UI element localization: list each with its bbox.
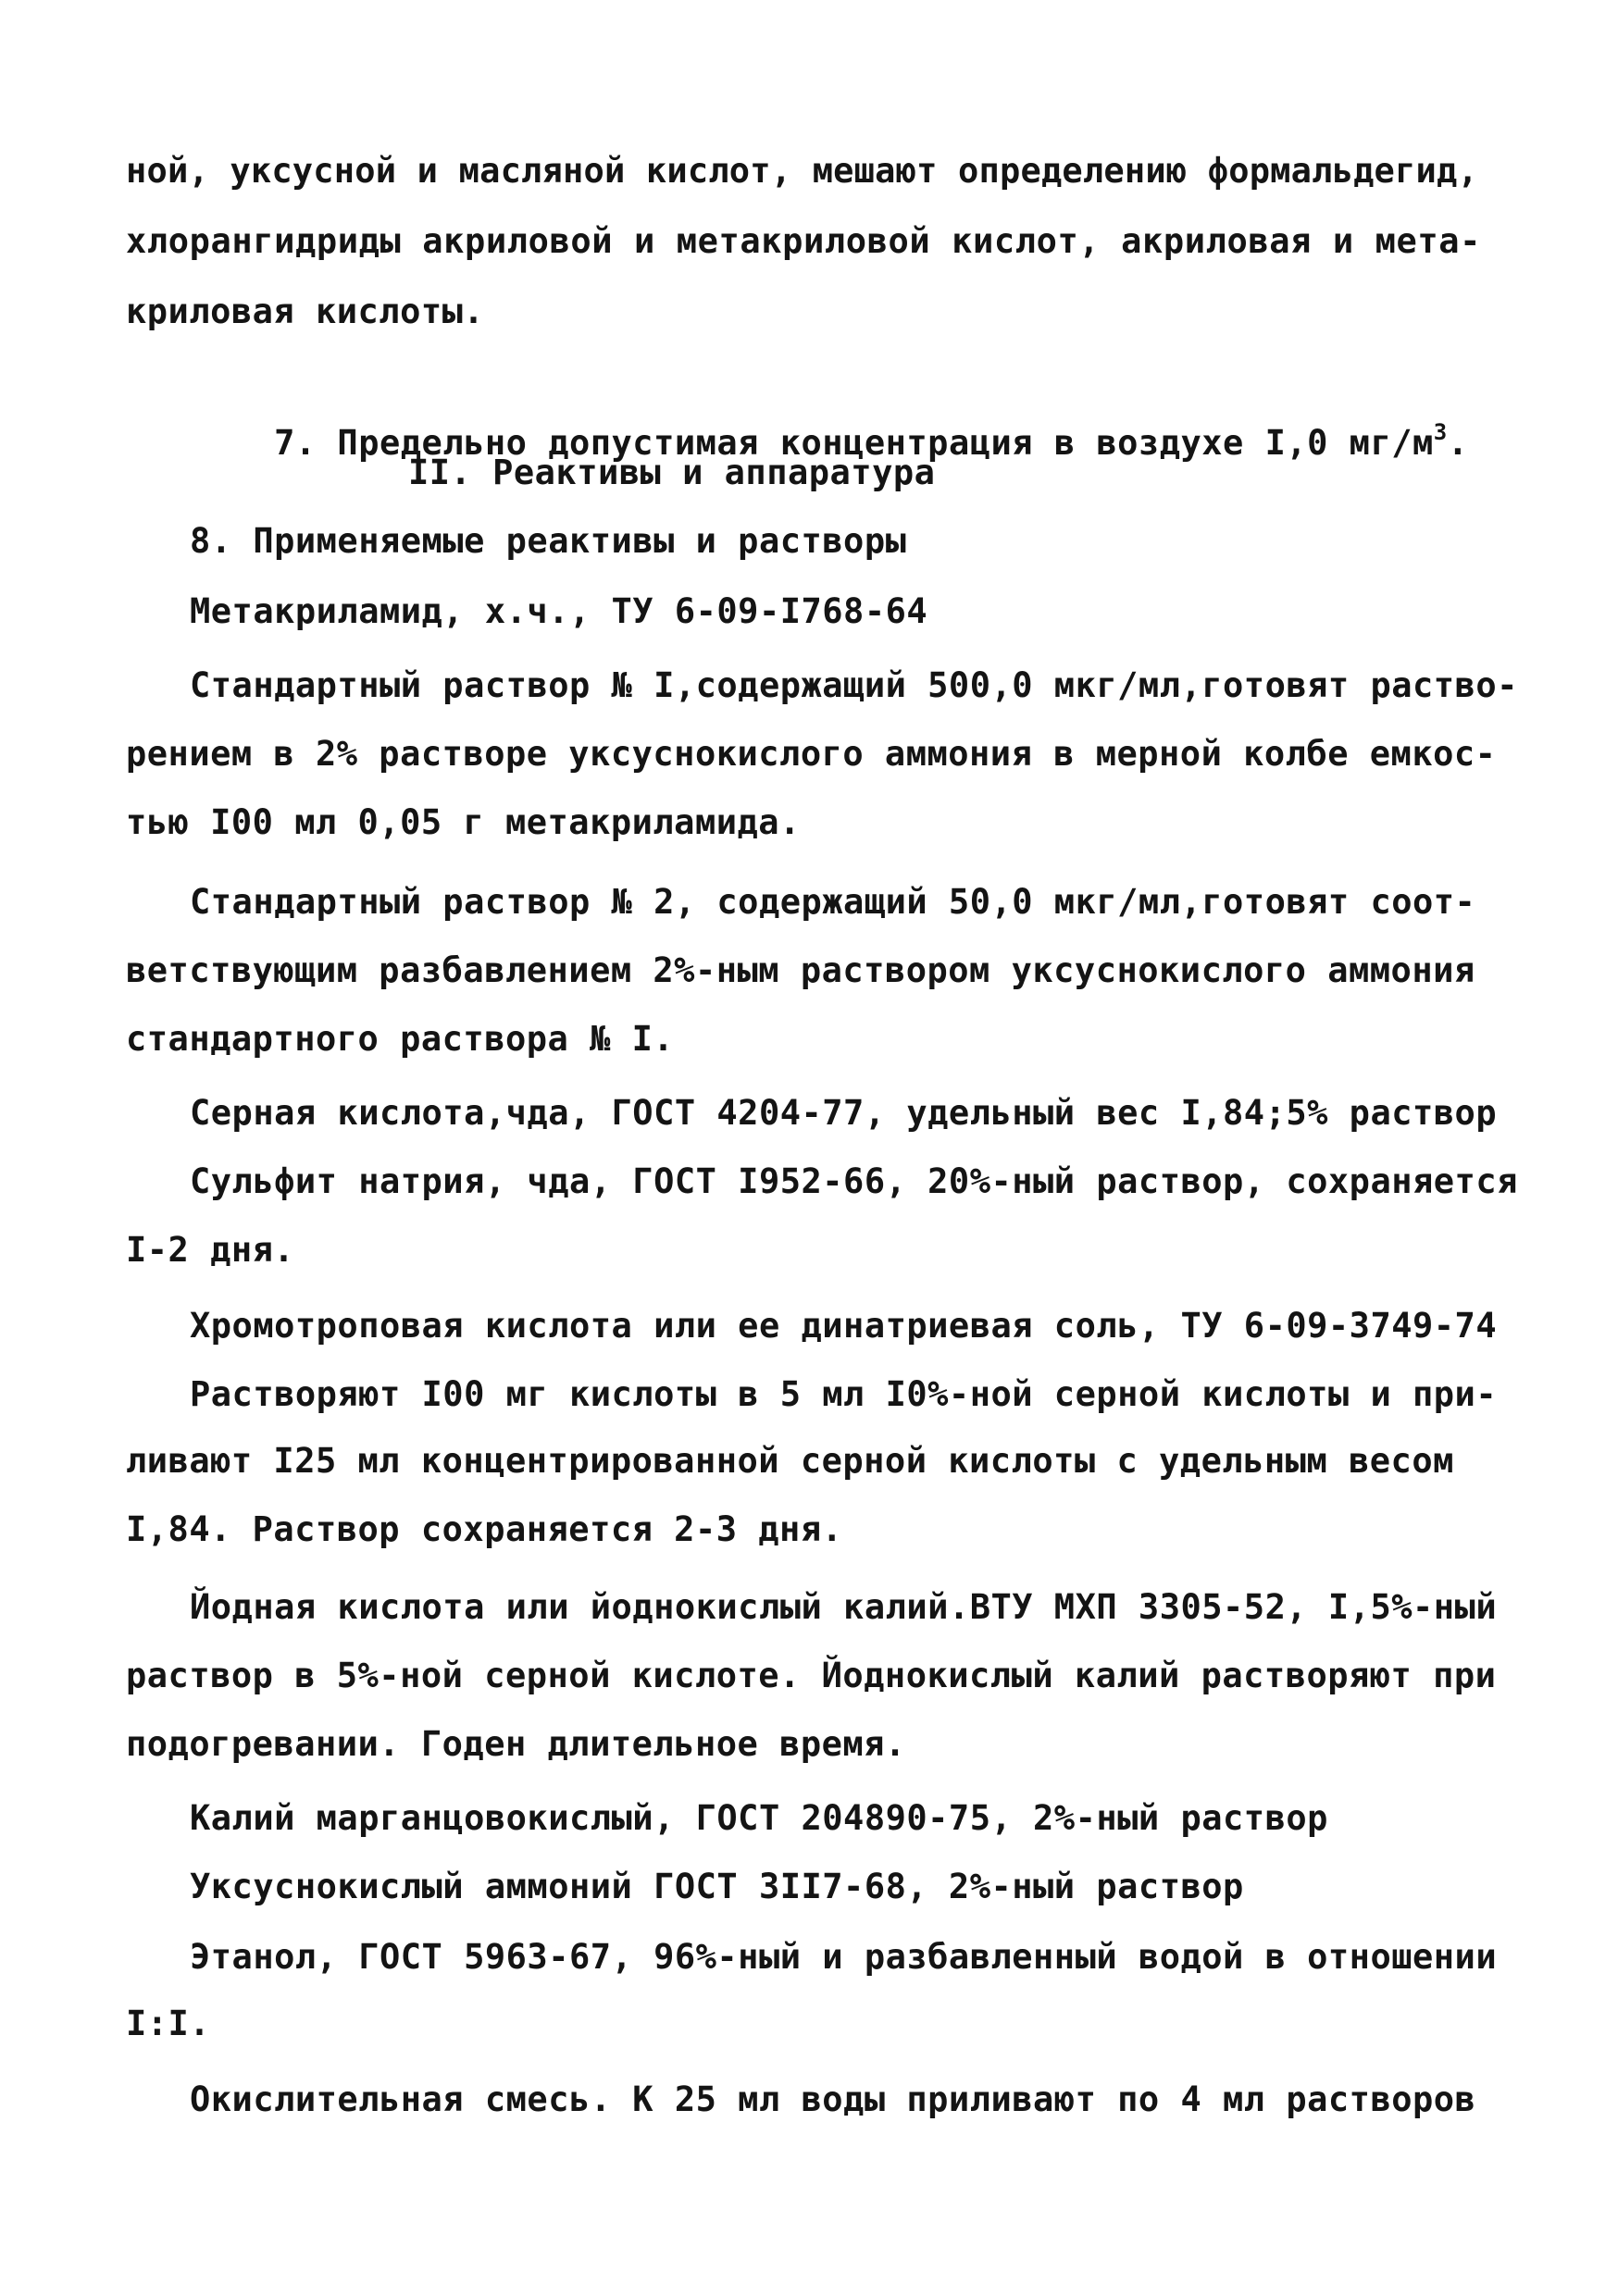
superscript: 3 bbox=[1433, 419, 1448, 445]
text-line: Этанол, ГОСТ 5963-67, 96%-ный и разбавленный водой в отношении bbox=[190, 1937, 1498, 1977]
text-line: ной, уксусной и масляной кислот, мешают определению формальдегид, bbox=[126, 151, 1478, 191]
text-line: тью I00 мл 0,05 г метакриламида. bbox=[126, 802, 801, 842]
text-line: Растворяют I00 мг кислоты в 5 мл I0%-ной серной кислоты и при- bbox=[190, 1374, 1498, 1414]
text-line: раствор в 5%-ной серной кислоте. Йоднокислый калий растворяют при bbox=[126, 1656, 1497, 1695]
text-line: 8. Применяемые реактивы и растворы bbox=[190, 521, 907, 561]
text-line: Йодная кислота или йоднокислый калий.ВТУ МХП 3305-52, I,5%-ный bbox=[190, 1587, 1498, 1627]
text-line: ливают I25 мл концентрированной серной кислоты с удельным весом bbox=[126, 1441, 1454, 1481]
text-line: рением в 2% растворе уксуснокислого аммония в мерной колбе емкос- bbox=[126, 734, 1497, 774]
text-span: 7. Предельно допустимая концентрация в воздухе I,0 мг/м bbox=[274, 423, 1434, 463]
text-line: хлорангидриды акриловой и метакриловой кислот, акриловая и мета- bbox=[126, 221, 1482, 261]
text-line: подогревании. Годен длительное время. bbox=[126, 1724, 906, 1764]
text-line: Серная кислота,чда, ГОСТ 4204-77, удельный вес I,84;5% раствор bbox=[190, 1093, 1498, 1133]
text-span: . bbox=[1447, 423, 1469, 463]
text-line: Стандартный раствор № I,содержащий 500,0 мкг/мл,готовят раство- bbox=[190, 665, 1518, 705]
text-line: I:I. bbox=[126, 2004, 211, 2043]
text-line: I,84. Раствор сохраняется 2-3 дня. bbox=[126, 1509, 843, 1549]
text-line: Стандартный раствор № 2, содержащий 50,0 мкг/мл,готовят соот- bbox=[190, 882, 1476, 922]
text-line: I-2 дня. bbox=[126, 1230, 295, 1270]
text-line: Сульфит натрия, чда, ГОСТ I952-66, 20%-ный раствор, сохраняется bbox=[190, 1161, 1518, 1201]
text-line: Хромотроповая кислота или ее динатриевая соль, ТУ 6-09-3749-74 bbox=[190, 1306, 1498, 1346]
text-line: криловая кислоты. bbox=[126, 292, 485, 331]
text-line: Калий марганцовокислый, ГОСТ 204890-75, 2%-ный раствор bbox=[190, 1798, 1328, 1838]
text-line: Метакриламид, х.ч., ТУ 6-09-I768-64 bbox=[190, 591, 928, 631]
text-line: Окислительная смесь. К 25 мл воды приливают по 4 мл растворов bbox=[190, 2079, 1476, 2119]
text-line: ветствующим разбавлением 2%-ным раствором уксуснокислого аммония bbox=[126, 950, 1475, 990]
text-line: стандартного раствора № I. bbox=[126, 1019, 675, 1059]
section-heading: II. Реактивы и аппаратура bbox=[408, 453, 936, 492]
text-line: Уксуснокислый аммоний ГОСТ 3II7-68, 2%-ный раствор bbox=[190, 1867, 1244, 1906]
